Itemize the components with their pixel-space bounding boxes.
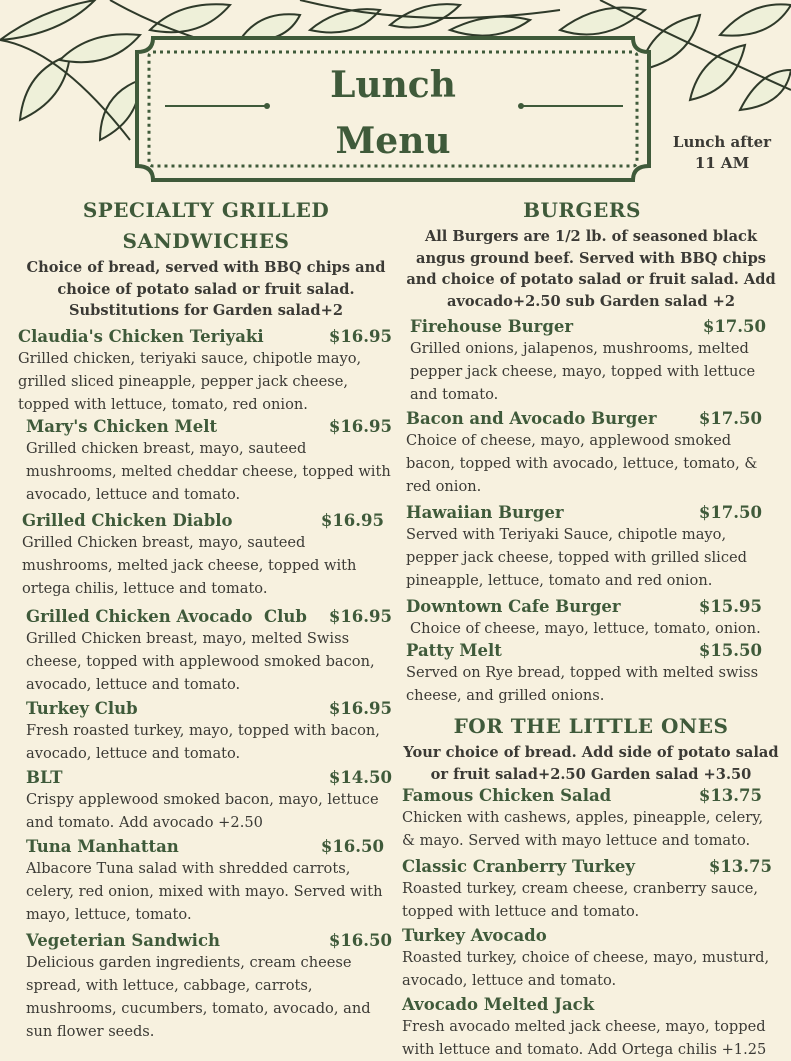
section-description: Choice of bread, served with BBQ chips and choice of potato salad or fruit salad. Substitutions for Garden salad+2 (26, 259, 386, 319)
lunch-after-note: Lunch after 11 AM (672, 133, 772, 172)
section-description-little: Your choice of bread. Add side of potato salad or fruit salad+2.50 Garden salad +3.50 (403, 744, 779, 783)
section-description: All Burgers are 1/2 lb. of seasoned black angus ground beef. Served with BBQ chips and choice of potato salad or fruit salad. Add avocado+2.50 sub Garden salad +2 (406, 228, 776, 310)
item-price: $16.95 (328, 416, 392, 436)
item-name: Turkey Club (26, 698, 138, 718)
item-description: Choice of cheese, mayo, lettuce, tomato, onion. (410, 620, 761, 637)
item-description: Roasted turkey, cream cheese, cranberry sauce, topped with lettuce and tomato. (402, 880, 759, 920)
menu-item (402, 785, 780, 852)
menu-item (402, 596, 780, 640)
item-description: Crispy applewood smoked bacon, mayo, lettuce and tomato. Add avocado +2.50 (26, 790, 379, 831)
menu-item (18, 836, 394, 926)
menu-item (18, 767, 394, 834)
item-price: $16.95 (328, 698, 392, 718)
menu-item (402, 856, 780, 923)
item-name: Downtown Cafe Burger (406, 597, 621, 616)
item-description: Albacore Tuna salad with shredded carrots, celery, red onion, mixed with mayo. Served with mayo, lettuce, tomato. (26, 859, 383, 923)
menu-item (402, 408, 780, 498)
item-description: Roasted turkey, choice of cheese, mayo, musturd, avocado, lettuce and tomato. (402, 949, 770, 989)
page-title-line1: Lunch (330, 64, 456, 106)
item-price: $16.95 (320, 510, 384, 530)
item-description: Fresh roasted turkey, mayo, topped with bacon, avocado, lettuce and tomato. (26, 721, 380, 762)
item-name: Patty Melt (406, 641, 502, 660)
item-price: $16.50 (328, 930, 392, 950)
section-title-little: FOR THE LITTLE ONES (453, 714, 729, 738)
item-name: Bacon and Avocado Burger (406, 409, 657, 428)
menu-item (18, 510, 394, 600)
item-name: Classic Cranberry Turkey (402, 857, 635, 876)
menu-item (18, 326, 394, 416)
item-name: Grilled Chicken Diablo (22, 510, 233, 530)
item-name: Famous Chicken Salad (402, 786, 612, 805)
menu-item (18, 416, 394, 506)
item-name: Mary's Chicken Melt (26, 416, 218, 436)
item-description: Grilled Chicken breast, mayo, melted Swiss cheese, topped with applewood smoked bacon, avocado, lettuce and tomato. (26, 629, 375, 693)
item-price: $16.95 (328, 326, 392, 346)
item-name: Grilled Chicken Avocado Club (26, 606, 307, 626)
page-title-line2: Menu (335, 120, 451, 162)
item-name: Hawaiian Burger (406, 503, 564, 522)
item-name: Avocado Melted Jack (402, 995, 595, 1014)
item-name: Vegeterian Sandwich (26, 930, 220, 950)
item-name: Turkey Avocado (402, 926, 547, 945)
item-price: $13.75 (708, 857, 772, 876)
item-price: $16.95 (328, 606, 392, 626)
menu-item (402, 994, 780, 1061)
item-price: $17.50 (702, 317, 766, 336)
item-description: Grilled chicken breast, mayo, sauteed mushrooms, melted cheddar cheese, topped with avocado, lettuce and tomato. (26, 439, 391, 503)
item-name: Firehouse Burger (410, 317, 574, 336)
item-price: $17.50 (698, 409, 762, 428)
burgers-section (402, 195, 780, 1061)
menu-item (18, 930, 394, 1043)
menu-item (18, 698, 394, 765)
item-description: Grilled onions, jalapenos, mushrooms, melted pepper jack cheese, mayo, topped with lettuce and tomato. (410, 340, 756, 403)
item-price: $13.75 (698, 786, 762, 805)
item-description: Served on Rye bread, topped with melted swiss cheese, and grilled onions. (406, 664, 759, 704)
item-price: $14.50 (328, 767, 392, 787)
menu-item (402, 502, 780, 592)
section-title: BURGERS (523, 198, 641, 222)
item-price: $15.95 (698, 597, 762, 616)
menu-item (402, 316, 780, 406)
item-description: Choice of cheese, mayo, applewood smoked bacon, topped with avocado, lettuce, tomato, & red onion. (406, 432, 758, 495)
item-description: Grilled chicken, teriyaki sauce, chipotle mayo, grilled sliced pineapple, pepper jack cheese, topped with lettuce, tomato, red onion. (18, 349, 362, 413)
item-price: $15.50 (698, 641, 762, 660)
menu-item (402, 925, 780, 992)
specialty-section (18, 195, 394, 1043)
item-name: Claudia's Chicken Teriyaki (18, 326, 264, 346)
item-description: Served with Teriyaki Sauce, chipotle mayo, pepper jack cheese, topped with grilled sliced pineapple, lettuce, tomato and red onion. (406, 526, 747, 589)
item-name: Tuna Manhattan (26, 836, 179, 856)
item-description: Delicious garden ingredients, cream cheese spread, with lettuce, cabbage, carrots, mushrooms, cucumbers, tomato, avocado, and sun flower seeds. (26, 953, 371, 1040)
menu-item (402, 640, 780, 707)
item-price: $17.50 (698, 503, 762, 522)
menu-item (18, 606, 394, 696)
item-description: Chicken with cashews, apples, pineapple, celery, & mayo. Served with mayo lettuce and tomato. (402, 809, 764, 849)
item-name: BLT (26, 767, 63, 787)
title-text-wrap (133, 34, 653, 184)
item-description: Grilled Chicken breast, mayo, sauteed mushrooms, melted jack cheese, topped with ortega chilis, lettuce and tomato. (22, 533, 357, 597)
item-description: Fresh avocado melted jack cheese, mayo, topped with lettuce and tomato. Add Ortega chilis +1.25 (402, 1018, 767, 1058)
item-price: $16.50 (320, 836, 384, 856)
section-title: SPECIALTY GRILLED SANDWICHES (82, 198, 330, 253)
